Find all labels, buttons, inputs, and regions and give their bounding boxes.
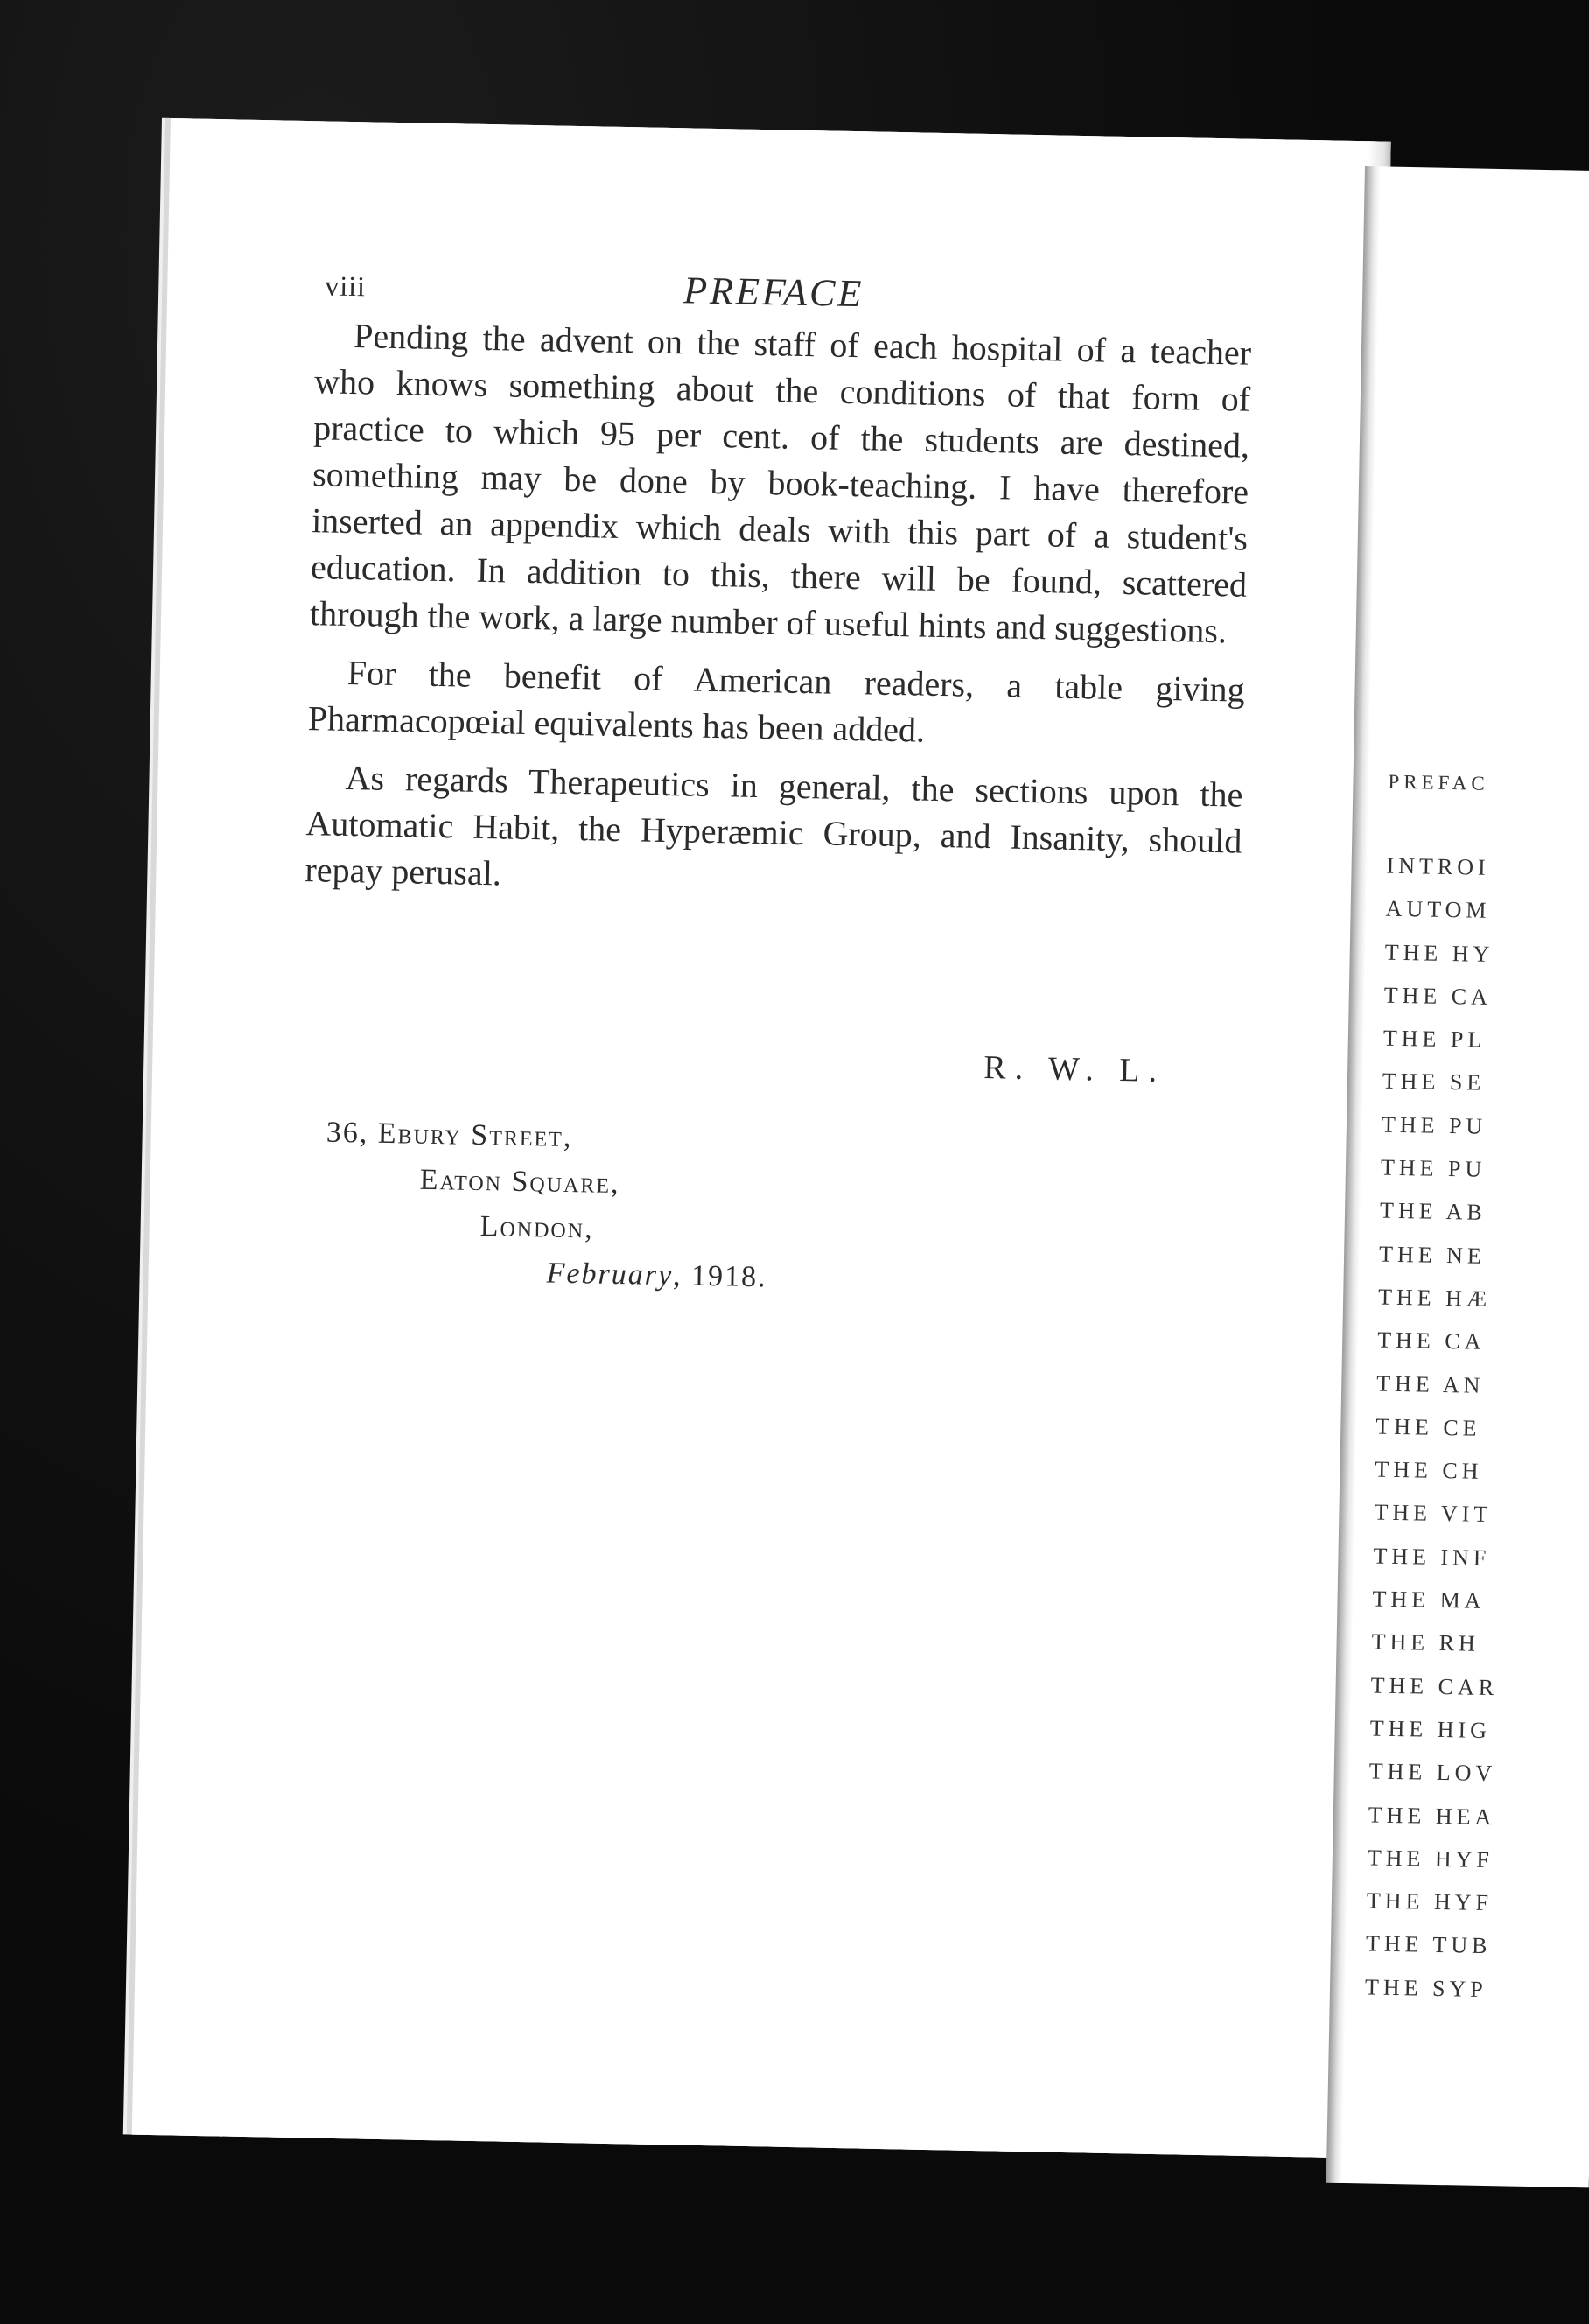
contents-item: THE CE [1376,1413,1481,1441]
contents-item: INTROI [1386,852,1491,880]
address-line: Eaton Square, [419,1163,620,1200]
left-page-content [132,118,1391,2158]
contents-item: THE PL [1382,1025,1487,1054]
contents-item: THE TUB [1365,1930,1492,1959]
page-number: viii [325,270,367,303]
running-title: PREFACE [682,269,864,316]
date-month: February [546,1256,674,1292]
contents-item: THE HEA [1368,1801,1496,1830]
paragraph: For the benefit of American readers, a table giving Pharmacopœial equivalents has been added. [307,652,1246,750]
contents-item: THE LOV [1368,1758,1497,1787]
contents-item: THE AB [1379,1197,1488,1226]
contents-list [1365,771,1516,2012]
preface-body [304,312,1252,922]
paragraph: Pending the advent on the staff of each hospital of a teacher who knows something about the conditions of that form of practice to which 95 per cent. of the students are destined, something may be done by book-teaching. I have therefore inserted an appendix which deals with this part of a student's education. In addition to this, there will be found, scattered through the work, a large number of useful hints and suggestions. [309,316,1252,651]
date-year: , 1918. [672,1259,767,1294]
contents-item: THE HIG [1369,1715,1492,1744]
contents-item: THE SYP [1364,1974,1488,2002]
contents-item: THE MA [1372,1586,1486,1614]
contents-item: THE CH [1375,1456,1483,1485]
contents-item: THE VIT [1374,1499,1493,1528]
left-page [132,118,1391,2158]
contents-item: THE PU [1381,1111,1488,1139]
contents-item: THE SE [1382,1068,1486,1096]
contents-heading: PREFAC [1388,770,1489,794]
contents-item: THE HYF [1366,1887,1494,1916]
contents-item: THE CA [1376,1326,1486,1355]
contents-item: THE PU [1380,1154,1487,1182]
paragraph: As regards Therapeutics in general, the sections upon the Automatic Habit, the Hyperæmic Group, and Insanity, should repay perusal. [304,757,1243,893]
contents-item: THE RH [1371,1628,1480,1657]
author-initials: R. W. L. [983,1049,1166,1090]
address-line: London, [480,1210,595,1245]
contents-item: AUTOM [1385,895,1491,924]
address-block [323,1110,770,1301]
contents-item: THE AN [1376,1370,1485,1398]
contents-item: THE CA [1383,982,1493,1010]
contents-item: THE HYF [1367,1844,1494,1873]
contents-item: THE CAR [1370,1672,1499,1700]
contents-item: THE INF [1373,1543,1491,1571]
date-line [323,1247,767,1301]
contents-item: THE NE [1378,1241,1487,1269]
address-line: 36, Ebury Street, [326,1116,573,1154]
contents-item: THE HÆ [1377,1284,1492,1312]
right-page [1326,166,1589,2188]
contents-item: THE HY [1384,939,1494,967]
